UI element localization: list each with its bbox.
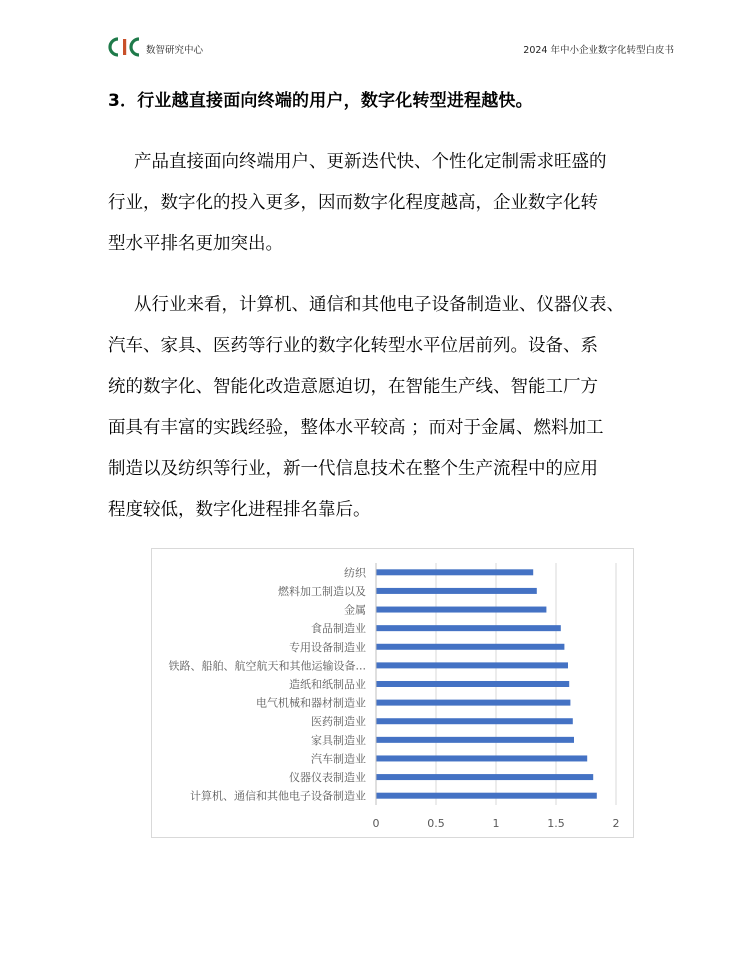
x-tick-label: 1.5	[547, 817, 565, 830]
bar	[376, 793, 597, 799]
bar	[376, 569, 533, 575]
brand-name: 数智研究中心	[146, 45, 204, 56]
bar	[376, 662, 568, 668]
paragraph-line: 统的数字化、智能化改造意愿迫切，在智能生产线、智能工厂方	[108, 377, 598, 397]
x-tick-label: 0	[372, 817, 380, 830]
category-label: 专用设备制造业	[289, 640, 366, 654]
chart-canvas	[152, 549, 633, 837]
category-label: 电气机械和器材制造业	[256, 696, 366, 710]
bar	[376, 644, 564, 650]
bar	[376, 607, 546, 613]
category-label: 燃料加工制造以及	[278, 584, 366, 598]
bar	[376, 737, 574, 743]
paragraph-line: 产品直接面向终端用户、更新迭代快、个性化定制需求旺盛的	[134, 152, 607, 172]
category-label: 金属	[344, 603, 366, 617]
paragraph-line: 制造以及纺织等行业，新一代信息技术在整个生产流程中的应用	[108, 459, 598, 479]
paragraph-line: 行业，数字化的投入更多，因而数字化程度越高，企业数字化转	[108, 193, 598, 213]
bar	[376, 774, 593, 780]
page-header	[108, 36, 674, 62]
category-label: 食品制造业	[311, 622, 366, 636]
paragraph-line: 面具有丰富的实践经验，整体水平较高 ；而对于金属、燃料加工	[108, 418, 604, 438]
category-label: 仪器仪表制造业	[289, 771, 366, 785]
paragraph-line: 程度较低，数字化进程排名靠后。	[108, 500, 371, 520]
paragraph-line: 汽车、家具、医药等行业的数字化转型水平位居前列。设备、系	[108, 336, 598, 356]
bar	[376, 755, 587, 761]
bar	[376, 588, 537, 594]
x-tick-label: 0.5	[427, 817, 445, 830]
category-label: 医药制造业	[311, 715, 366, 729]
category-label: 汽车制造业	[311, 752, 366, 766]
bar	[376, 681, 569, 687]
x-tick-label: 2	[612, 817, 620, 830]
category-label: 家具制造业	[311, 733, 366, 747]
cic-logo-icon	[108, 36, 142, 58]
paragraph-2	[108, 285, 664, 531]
industry-bar-chart	[151, 548, 634, 838]
paragraph-1	[108, 142, 664, 265]
section-title: 3．行业越直接面向终端的用户，数字化转型进程越快。	[108, 91, 533, 111]
document-title: 2024 年中小企业数字化转型白皮书	[523, 45, 674, 56]
bar	[376, 700, 570, 706]
category-label: 纺织	[344, 566, 366, 580]
bar	[376, 718, 573, 724]
x-tick-label: 1	[492, 817, 500, 830]
paragraph-line: 从行业来看，计算机、通信和其他电子设备制造业、仪器仪表、	[134, 295, 624, 315]
category-label: 铁路、船舶、航空航天和其他运输设备...	[168, 659, 366, 673]
category-label: 造纸和纸制品业	[289, 678, 366, 691]
category-label: 计算机、通信和其他电子设备制造业	[190, 789, 366, 803]
paragraph-line: 型水平排名更加突出。	[108, 234, 283, 254]
bar	[376, 625, 561, 631]
